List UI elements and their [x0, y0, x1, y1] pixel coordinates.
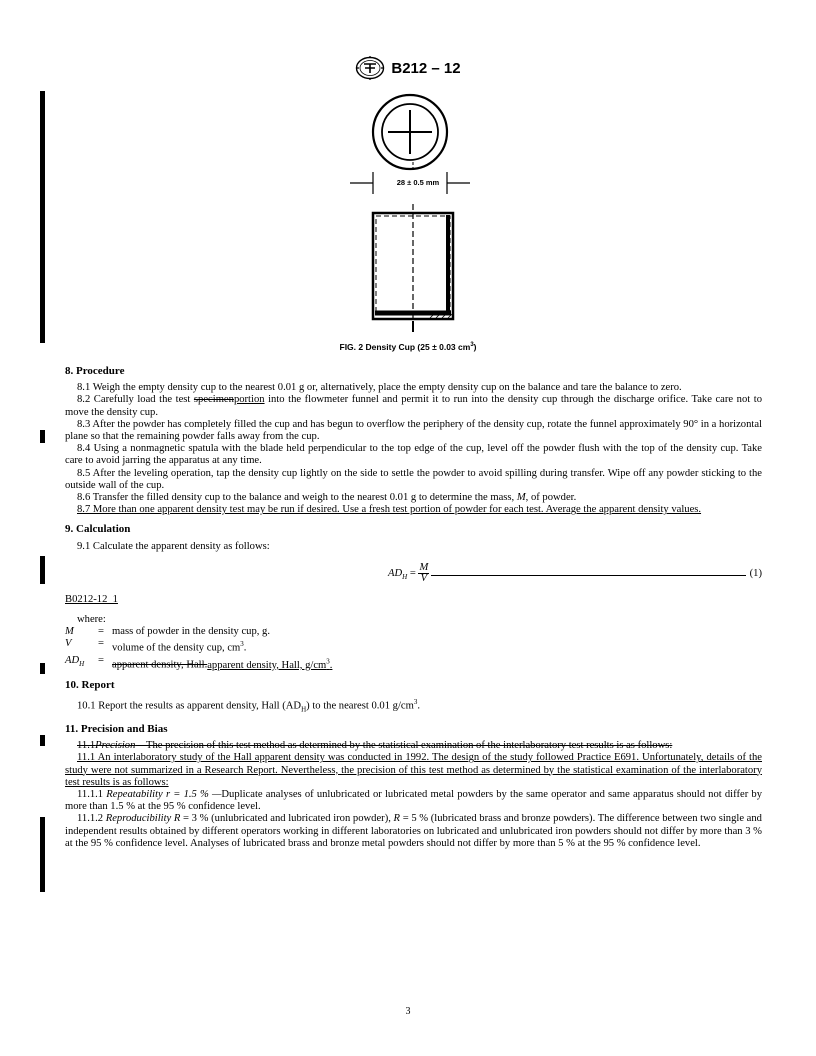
- definition-row: M = mass of powder in the density cup, g.: [65, 626, 270, 638]
- paragraph-8-3: 8.3 After the powder has completely filled the cup and has begun to overflow the periphery of the density cup, rotate the funnel approximately 90° in a horizontal plane so that the remaining powder falls away from the cup.: [65, 418, 762, 443]
- change-bar: [40, 91, 45, 343]
- equation-expression: $AD_H$ = $\frac{M}{V}$: [388, 561, 429, 584]
- cup-top-view: [373, 95, 447, 169]
- page-header: [0, 56, 816, 85]
- equation-leader-line: [431, 565, 745, 576]
- inserted-text: apparent density, Hall, $g/cm^3$.: [207, 657, 333, 671]
- inserted-text: portion: [233, 394, 265, 406]
- where-clause: where: M = mass of powder in the density cup, g. V = volume of the density cup, $cm^3$. $AD_H$ = apparent density, Hall.apparent density, Hall, $g/cm^3$.: [65, 614, 762, 672]
- page-number: 3: [405, 1006, 411, 1017]
- paragraph-8-2: 8.2 Carefully load the test specimenportion into the flowmeter funnel and permit it to run into the density cup through the discharge orifice. Take care not to move the density cup.: [65, 394, 762, 418]
- paragraph-11-1-deleted: 11.1Precision—The precision of this test method as determined by the statistical examination of the interlaboratory test results is as follows:: [77, 740, 673, 752]
- astm-logo-icon: [355, 56, 385, 80]
- section-heading: 11. Precision and Bias: [65, 722, 168, 735]
- change-bar: [40, 817, 45, 892]
- change-bar: [40, 735, 45, 746]
- change-bar: [40, 430, 45, 443]
- cup-side-section: [373, 204, 453, 332]
- paragraph-11-1-inserted: 11.1 An interlaboratory study of the Hall apparent density was conducted in 1992. The design of the study followed Practice E691. Unfortunately, details of the study were not summarized in a Research Report. Nevertheless, the precision of this test method as determined by the statistical examination of the interlaboratory test results is as follows:: [65, 752, 762, 788]
- dimension-label: 28 ± 0.5 mm: [396, 178, 440, 187]
- section-heading: 8. Procedure: [65, 365, 125, 377]
- paragraph-11-1-2: 11.1.2 Reproducibility R = 3 % (unlubricated and lubricated iron powder), R = 5 % (lubricated brass and bronze powders). The difference between two single and independent results obtained by different operators working in different laboratories on lubricated and unlubricated iron powders should not differ by more than 3 % at the 95 % confidence level. Analyses of lubricated brass and bronze metal powders should not differ by more than 5 % at the 95 % confidence level.: [65, 813, 762, 849]
- paragraph-11-1-1: 11.1.1 Repeatability r = 1.5 % —Duplicate analyses of unlubricated or lubricated metal powders by the same operator and same apparatus should not differ by more than 1.5 % at the 95 % confidence level.: [65, 788, 762, 813]
- definition-row: $AD_H$ = apparent density, Hall.apparent density, Hall, $g/cm^3$.: [65, 655, 333, 671]
- section-heading: 9. Calculation: [65, 523, 131, 536]
- deleted-text: specimen: [193, 394, 234, 406]
- figure-caption: FIG. 2 Density Cup (25 ± 0.03 $cm^3$): [339, 342, 477, 352]
- change-bar: [40, 663, 45, 674]
- paragraph-8-4: 8.4 Using a nonmagnetic spatula with the blade held perpendicular to the top edge of the cup, level off the powder flush with the top of the density cup. Take care to avoid jarring the apparatus at any time.: [65, 443, 762, 467]
- change-bar: [40, 556, 45, 584]
- paragraph-8-5: 8.5 After the leveling operation, tap the density cup lightly on the side to settle the powder to avoid spilling during transfer. Wipe off any powder sticking to the outside wall of the cup.: [65, 467, 762, 491]
- density-cup-drawing: [340, 92, 480, 342]
- document-designation: B212 – 12: [391, 59, 461, 77]
- paragraph-10-1: 10.1 Report the results as apparent density, Hall $(AD_H)$ to the nearest 0.01 $g/cm^3$.: [77, 698, 420, 714]
- paragraph-8-1: 8.1 Weigh the empty density cup to the nearest 0.01 g or, alternatively, place the empty density cup on the balance and tare the balance to zero.: [77, 382, 682, 394]
- deleted-text: apparent density, Hall.: [112, 659, 208, 671]
- paragraph-8-6: 8.6 Transfer the filled density cup to the balance and weigh to the nearest 0.01 g to determine the mass, M, of powder.: [77, 492, 577, 504]
- section-heading: 10. Report: [65, 678, 115, 691]
- equation-1: [65, 563, 762, 584]
- equation-id: B0212-12_1: [65, 593, 118, 605]
- paragraph-9-1: 9.1 Calculate the apparent density as follows:: [77, 540, 270, 552]
- equation-number: (1): [749, 567, 762, 579]
- paragraph-8-7-inserted: 8.7 More than one apparent density test may be run if desired. Use a fresh test portion of powder for each test. Average the apparent density values.: [77, 504, 702, 516]
- document-body: [65, 365, 762, 850]
- definition-row: V = volume of the density cup, $cm^3$.: [65, 638, 247, 654]
